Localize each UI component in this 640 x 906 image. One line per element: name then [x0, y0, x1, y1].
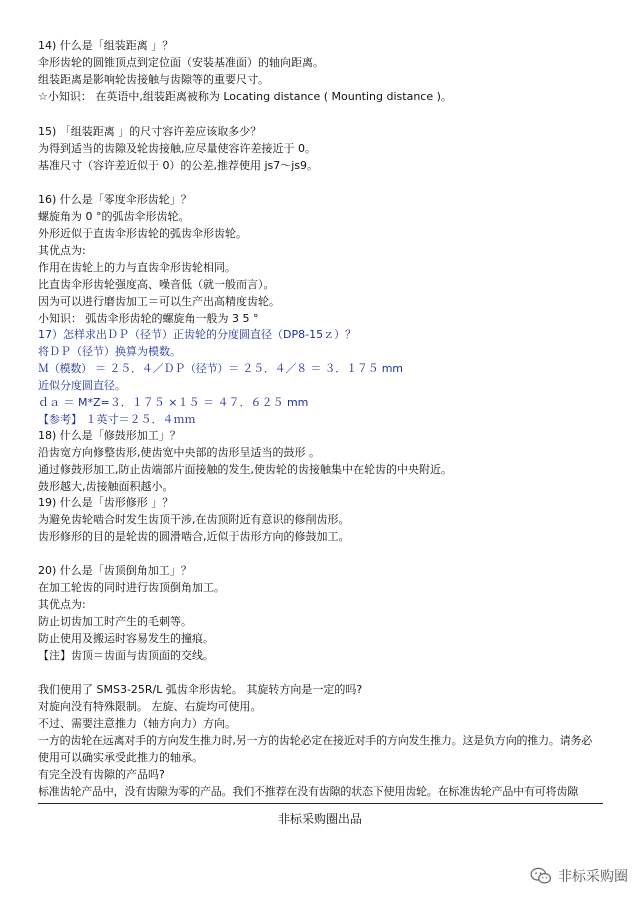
q16-line-5: 比直齿伞形齿轮强度高、噪音低（就一般而言）。 — [38, 278, 275, 291]
wechat-watermark — [530, 866, 628, 886]
q20-line-1: 在加工轮齿的同时进行齿顶倒角加工。 — [38, 581, 225, 594]
q15-title: 15) 「组装距离 」的尺寸容许差应该取多少？ — [38, 125, 262, 138]
qa-line-2: 对旋向没有特殊限制。 左旋、右旋均可使用。 — [38, 700, 262, 713]
q20-line-5: 【注】齿顶＝齿面与齿顶面的交线。 — [38, 649, 214, 662]
watermark-text: 非标采购圈 — [558, 869, 628, 885]
q14-title: 14) 什么是「组装距离 」？ — [38, 39, 174, 52]
qa-line-4: 一方的齿轮在远离对手的方向发生推力时,另一方的齿轮必定在接近对手的方向发生推力。这是负方向的推力。请务必 — [38, 734, 593, 747]
q20-line-4: 防止使用及搬运时容易发生的撞痕。 — [38, 632, 214, 645]
q17-line-4: ｄａ ＝ M*Z=３．１７５ ×１５ ＝ ４７．６２５ mm — [38, 396, 309, 409]
q14-line-2: 组装距离是影响轮齿接触与齿隙等的重要尺寸。 — [38, 73, 269, 86]
q19-line-2: 齿形修形的目的是轮齿的圆滑啮合,近似于齿形方向的修鼓加工。 — [38, 530, 350, 543]
q17-line-5: 【参考】 １英寸＝２５．４ｍｍ — [38, 413, 196, 426]
q17-title: 17）怎样求出ＤＰ（径节）正齿轮的分度圆直径（DP8-15ｚ）？ — [38, 328, 357, 341]
q20-line-2: 其优点为: — [38, 598, 86, 611]
q18-line-3: 鼓形越大,齿接触面积越小。 — [38, 480, 174, 493]
q15-line-1: 为得到适当的齿隙及轮齿接触,应尽量使容许差接近于 0。 — [38, 142, 316, 155]
qa-line-7: 标准齿轮产品中，没有齿隙为零的产品。我们不推荐在没有齿隙的状态下使用齿轮。在标准齿轮产品中有可将齿隙 — [38, 785, 578, 798]
q16-line-2: 外形近似于直齿伞形齿轮的弧齿伞形齿轮。 — [38, 227, 247, 240]
footer-text: 非标采购圈出品 — [277, 812, 362, 826]
qa-line-6: 有完全没有齿隙的产品吗? — [38, 768, 165, 781]
q17-line-3: 近似分度圆直径。 — [38, 379, 126, 392]
q14-line-1: 伞形齿轮的圆锥顶点到定位面（安装基准面）的轴向距离。 — [38, 56, 324, 69]
q20-title: 20) 什么是「齿顶倒角加工」？ — [38, 564, 192, 577]
qa-line-5: 使用可以确实承受此推力的轴承。 — [38, 751, 203, 764]
q16-line-6: 因为可以进行磨齿加工＝可以生产出高精度齿轮。 — [38, 295, 280, 308]
q17-line-1: 将ＤＰ（径节）换算为模数。 — [38, 345, 181, 358]
q18-title: 18) 什么是「修鼓形加工」？ — [38, 429, 181, 442]
q19-line-1: 为避免齿轮啮合时发生齿顶干涉,在齿顶附近有意识的修削齿形。 — [38, 513, 350, 526]
q14-line-3: ☆小知识： 在英语中,组装距离被称为 Locating distance ( Mounting distance )。 — [38, 90, 452, 103]
qa-line-1: 我们使用了 SMS3-25R/L 弧齿伞形齿轮。 其旋转方向是一定的吗? — [38, 683, 363, 696]
q16-line-1: 螺旋角为 0 °的弧齿伞形齿轮。 — [38, 210, 190, 223]
q18-line-1: 沿齿宽方向修整齿形,使齿宽中央部的齿形呈适当的鼓形 。 — [38, 446, 320, 459]
q16-title: 16) 什么是「零度伞形齿轮」？ — [38, 193, 192, 206]
q18-line-2: 通过修鼓形加工,防止齿端部片面接触的发生,使齿轮的齿接触集中在轮齿的中央附近。 — [38, 463, 452, 476]
q20-line-3: 防止切齿加工时产生的毛刺等。 — [38, 615, 192, 628]
q17-line-2: Ｍ（模数） ＝ ２５．４／ＤＰ（径节）＝ ２５．４／８ ＝ ３．１７５ mm — [38, 362, 403, 375]
footer-divider — [38, 803, 603, 804]
qa-line-3: 不过、需要注意推力（轴方向力）方向。 — [38, 717, 236, 730]
q19-title: 19) 什么是「齿形修形 」？ — [38, 496, 174, 509]
q16-line-7: 小知识： 弧齿伞形齿轮的螺旋角一般为 3 5 ° — [38, 312, 259, 325]
q16-line-4: 作用在齿轮上的力与直齿伞形齿轮相同。 — [38, 261, 236, 274]
q15-line-2: 基准尺寸（容许差近似于 0）的公差,推荐使用 js7～js9。 — [38, 159, 319, 172]
wechat-icon — [530, 867, 552, 885]
q16-line-3: 其优点为: — [38, 244, 86, 257]
